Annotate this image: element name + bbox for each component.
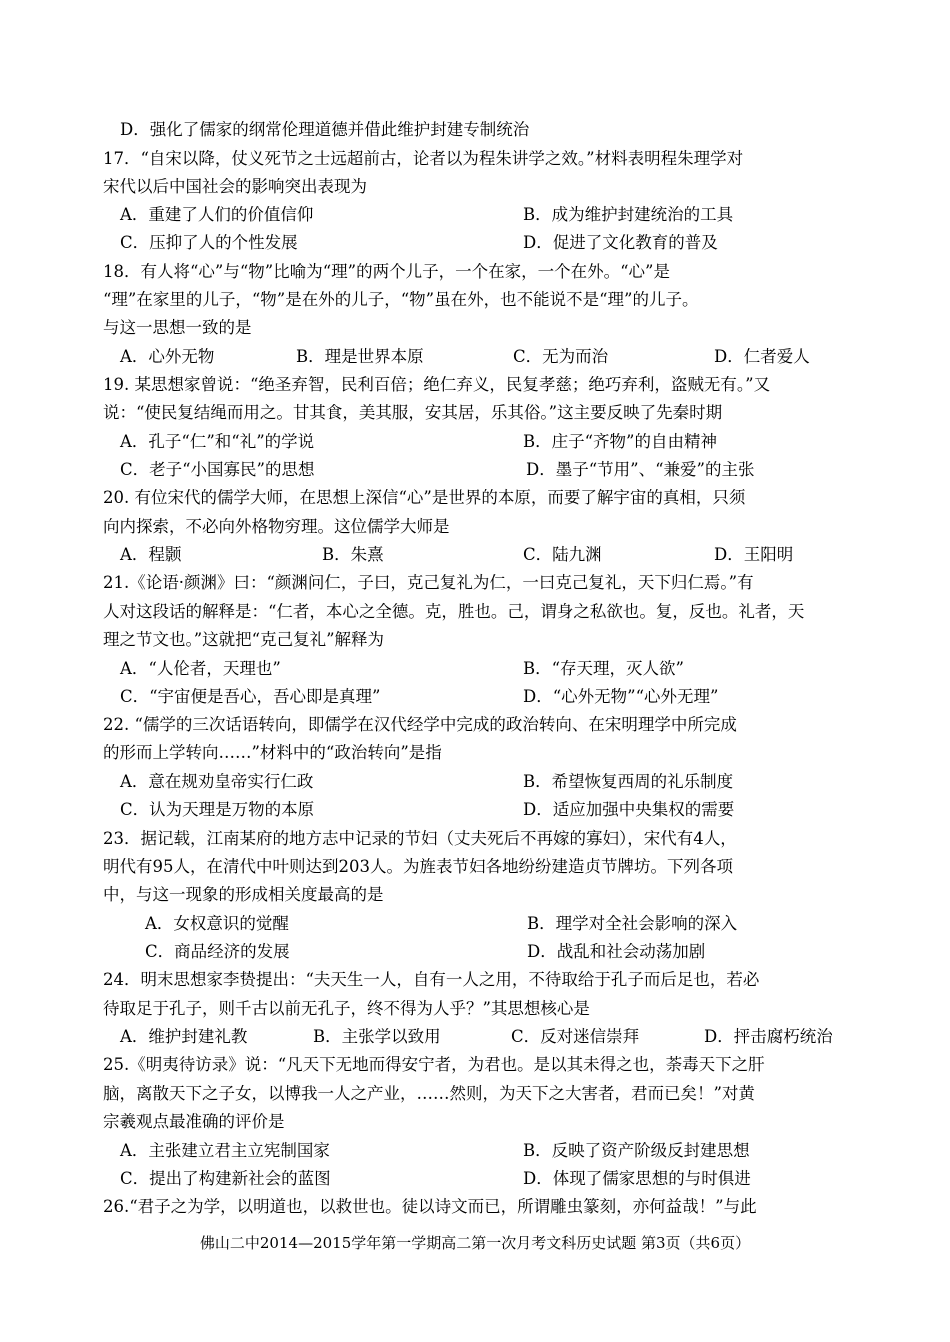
q19-option-c: C．老子“小国寡民”的思想 bbox=[120, 460, 315, 479]
q22-option-a: A．意在规劝皇帝实行仁政 bbox=[120, 772, 314, 791]
q24-option-b: B．主张学以致用 bbox=[313, 1027, 441, 1046]
q26-stem-line1: 26.“君子之为学，以明道也，以救世也。徒以诗文而已，所谓雕虫篆刻，亦何益哉！”与此 bbox=[103, 1197, 757, 1216]
q18-option-b: B．理是世界本原 bbox=[296, 347, 424, 366]
q18-option-a: A．心外无物 bbox=[120, 347, 215, 366]
q20-option-d: D．王阳明 bbox=[714, 545, 794, 564]
q17-option-a: A．重建了人们的价值信仰 bbox=[120, 205, 314, 224]
q18-option-d: D．仁者爱人 bbox=[714, 347, 810, 366]
q23-option-a: A．女权意识的觉醒 bbox=[145, 914, 289, 933]
q23-stem-line2: 明代有95人，在清代中叶则达到203人。为旌表节妇各地纷纷建造贞节牌坊。下列各项 bbox=[103, 857, 733, 876]
q17-option-b: B．成为维护封建统治的工具 bbox=[523, 205, 734, 224]
q22-stem-line1: 22. “儒学的三次话语转向，即儒学在汉代经学中完成的政治转向、在宋明理学中所完成 bbox=[103, 715, 737, 734]
q25-stem-line3: 宗羲观点最准确的评价是 bbox=[103, 1112, 285, 1131]
q24-stem-line2: 待取足于孔子，则千古以前无孔子，终不得为人乎？”其思想核心是 bbox=[103, 999, 590, 1018]
q25-option-b: B．反映了资产阶级反封建思想 bbox=[523, 1141, 750, 1160]
q19-option-d: D．墨子“节用”、“兼爱”的主张 bbox=[526, 460, 755, 479]
page-footer: 佛山二中2014—2015学年第一学期高二第一次月考文科历史试题 第3页（共6页） bbox=[199, 1234, 751, 1252]
q23-option-d: D．战乱和社会动荡加剧 bbox=[527, 942, 706, 961]
q21-option-d: D．“心外无物”“心外无理” bbox=[523, 687, 719, 706]
q17-option-d: D．促进了文化教育的普及 bbox=[523, 233, 718, 252]
q21-option-a: A．“人伦者，天理也” bbox=[120, 659, 281, 678]
q23-stem-line3: 中，与这一现象的形成相关度最高的是 bbox=[103, 885, 384, 904]
q23-option-c: C．商品经济的发展 bbox=[145, 942, 290, 961]
q22-option-b: B．希望恢复西周的礼乐制度 bbox=[523, 772, 734, 791]
option-d-q16: D．强化了儒家的纲常伦理道德并借此维护封建专制统治 bbox=[120, 120, 530, 139]
q18-stem-line3: 与这一思想一致的是 bbox=[103, 318, 252, 337]
q23-option-b: B．理学对全社会影响的深入 bbox=[527, 914, 738, 933]
q24-option-c: C．反对迷信崇拜 bbox=[511, 1027, 640, 1046]
q20-stem-line1: 20. 有位宋代的儒学大师，在思想上深信“心”是世界的本原，而要了解宇宙的真相，只须 bbox=[103, 488, 746, 507]
q20-stem-line2: 向内探索，不必向外格物穷理。这位儒学大师是 bbox=[103, 517, 450, 536]
q25-stem-line2: 脑，离散天下之子女，以博我一人之产业，……然则，为天下之大害者，君而已矣！”对黄 bbox=[103, 1084, 755, 1103]
q21-stem-line1: 21.《论语·颜渊》曰：“颜渊问仁，子曰，克己复礼为仁，一曰克己复礼，天下归仁焉。”有 bbox=[103, 573, 754, 592]
q21-stem-line3: 理之节文也。”这就把“克己复礼”解释为 bbox=[103, 630, 385, 649]
q19-option-b: B．庄子“齐物”的自由精神 bbox=[523, 432, 717, 451]
q19-stem-line1: 19. 某思想家曾说：“绝圣弃智，民利百倍；绝仁弃义，民复孝慈；绝巧弃利，盗贼无有。”又 bbox=[103, 375, 771, 394]
q18-stem-line2: “理”在家里的儿子，“物”是在外的儿子，“物”虽在外，也不能说不是“理”的儿子。 bbox=[103, 290, 699, 309]
q25-stem-line1: 25.《明夷待访录》说：“凡天下无地而得安宁者，为君也。是以其未得之也，荼毒天下之肝 bbox=[103, 1055, 765, 1074]
q18-stem-line1: 18．有人将“心”与“物”比喻为“理”的两个儿子，一个在家，一个在外。“心”是 bbox=[103, 262, 670, 281]
q19-option-a: A．孔子“仁”和“礼”的学说 bbox=[120, 432, 315, 451]
q24-option-a: A．维护封建礼教 bbox=[120, 1027, 248, 1046]
q17-stem-line1: 17．“自宋以降，仗义死节之士远超前古，论者以为程朱讲学之效。”材料表明程朱理学对 bbox=[103, 149, 744, 168]
q22-stem-line2: 的形而上学转向……”材料中的“政治转向”是指 bbox=[103, 743, 442, 762]
q20-option-b: B．朱熹 bbox=[322, 545, 384, 564]
q25-option-a: A．主张建立君主立宪制国家 bbox=[120, 1141, 330, 1160]
q21-stem-line2: 人对这段话的解释是：“仁者，本心之全德。克，胜也。己，谓身之私欲也。复，反也。礼者，天 bbox=[103, 602, 805, 621]
q20-option-c: C．陆九渊 bbox=[523, 545, 602, 564]
q23-stem-line1: 23．据记载，江南某府的地方志中记录的节妇（丈夫死后不再嫁的寡妇），宋代有4人， bbox=[103, 829, 737, 848]
q17-option-c: C．压抑了人的个性发展 bbox=[120, 233, 298, 252]
q24-stem-line1: 24．明末思想家李贽提出：“夫天生一人，自有一人之用，不待取给于孔子而后足也，若必 bbox=[103, 970, 760, 989]
q25-option-d: D．体现了儒家思想的与时俱进 bbox=[523, 1169, 751, 1188]
q25-option-c: C．提出了构建新社会的蓝图 bbox=[120, 1169, 331, 1188]
q22-option-d: D．适应加强中央集权的需要 bbox=[523, 800, 735, 819]
q21-option-b: B．“存天理，灭人欲” bbox=[523, 659, 684, 678]
q24-option-d: D．抨击腐朽统治 bbox=[704, 1027, 833, 1046]
q17-stem-line2: 宋代以后中国社会的影响突出表现为 bbox=[103, 177, 367, 196]
q22-option-c: C．认为天理是万物的本原 bbox=[120, 800, 315, 819]
q20-option-a: A．程颢 bbox=[120, 545, 182, 564]
q18-option-c: C．无为而治 bbox=[513, 347, 609, 366]
q19-stem-line2: 说：“使民复结绳而用之。甘其食，美其服，安其居，乐其俗。”这主要反映了先秦时期 bbox=[103, 403, 723, 422]
q21-option-c: C．“宇宙便是吾心，吾心即是真理” bbox=[120, 687, 381, 706]
